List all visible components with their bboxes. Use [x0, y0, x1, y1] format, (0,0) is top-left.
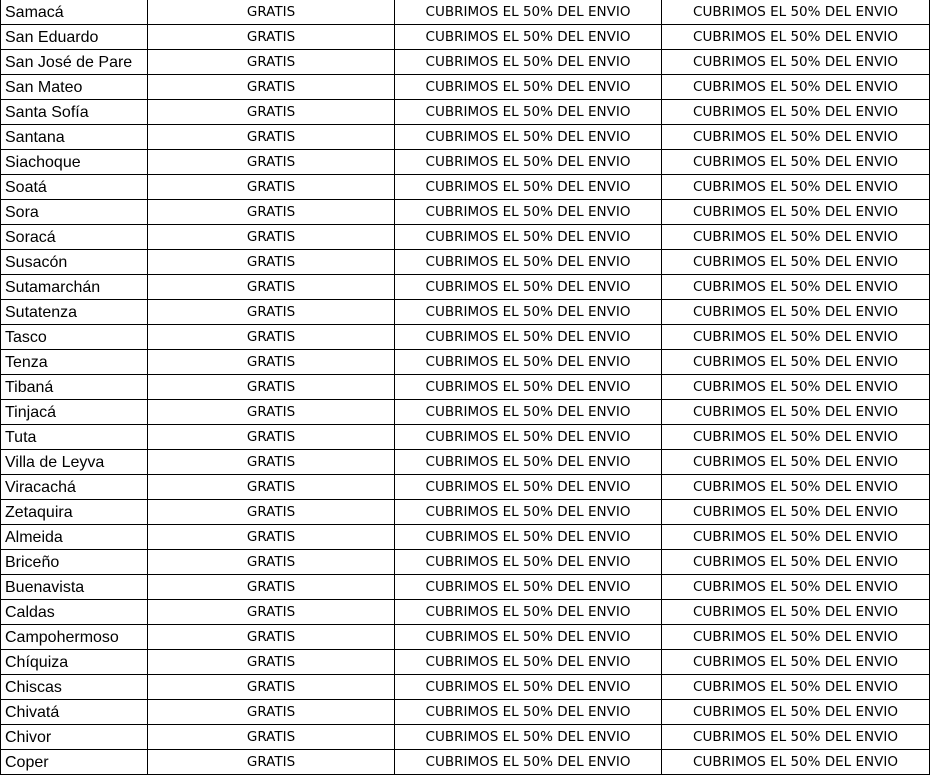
- shipping-cost-cell: GRATIS: [148, 100, 395, 125]
- shipping-coverage-cell-2: CUBRIMOS EL 50% DEL ENVIO: [662, 375, 930, 400]
- shipping-coverage-cell-2: CUBRIMOS EL 50% DEL ENVIO: [662, 475, 930, 500]
- municipality-cell: Briceño: [1, 550, 148, 575]
- shipping-cost-cell: GRATIS: [148, 50, 395, 75]
- shipping-cost-cell: GRATIS: [148, 625, 395, 650]
- shipping-coverage-cell: CUBRIMOS EL 50% DEL ENVIO: [395, 100, 662, 125]
- table-row: [1, 375, 930, 400]
- shipping-coverage-cell-2: CUBRIMOS EL 50% DEL ENVIO: [662, 675, 930, 700]
- table-row: [1, 575, 930, 600]
- municipality-cell: Tuta: [1, 425, 148, 450]
- municipality-cell: Santana: [1, 125, 148, 150]
- shipping-cost-cell: GRATIS: [148, 225, 395, 250]
- municipality-cell: Almeida: [1, 525, 148, 550]
- table-row: [1, 300, 930, 325]
- table-row: [1, 750, 930, 775]
- municipality-cell: Caldas: [1, 600, 148, 625]
- shipping-coverage-cell-2: CUBRIMOS EL 50% DEL ENVIO: [662, 125, 930, 150]
- shipping-coverage-cell-2: CUBRIMOS EL 50% DEL ENVIO: [662, 275, 930, 300]
- shipping-coverage-cell: CUBRIMOS EL 50% DEL ENVIO: [395, 575, 662, 600]
- municipality-cell: Samacá: [1, 0, 148, 25]
- table-row: [1, 550, 930, 575]
- table-row: [1, 75, 930, 100]
- table-body: [1, 0, 930, 775]
- shipping-coverage-cell: CUBRIMOS EL 50% DEL ENVIO: [395, 600, 662, 625]
- municipality-cell: Campohermoso: [1, 625, 148, 650]
- shipping-cost-cell: GRATIS: [148, 700, 395, 725]
- shipping-coverage-cell: CUBRIMOS EL 50% DEL ENVIO: [395, 400, 662, 425]
- shipping-coverage-cell: CUBRIMOS EL 50% DEL ENVIO: [395, 675, 662, 700]
- shipping-cost-cell: GRATIS: [148, 75, 395, 100]
- shipping-cost-cell: GRATIS: [148, 25, 395, 50]
- shipping-coverage-cell: CUBRIMOS EL 50% DEL ENVIO: [395, 625, 662, 650]
- shipping-coverage-cell: CUBRIMOS EL 50% DEL ENVIO: [395, 725, 662, 750]
- shipping-coverage-cell-2: CUBRIMOS EL 50% DEL ENVIO: [662, 600, 930, 625]
- municipality-cell: Tinjacá: [1, 400, 148, 425]
- shipping-cost-cell: GRATIS: [148, 375, 395, 400]
- table-row: [1, 200, 930, 225]
- shipping-coverage-cell-2: CUBRIMOS EL 50% DEL ENVIO: [662, 750, 930, 775]
- table-row: [1, 125, 930, 150]
- shipping-cost-cell: GRATIS: [148, 400, 395, 425]
- shipping-cost-cell: GRATIS: [148, 750, 395, 775]
- table-row: [1, 150, 930, 175]
- shipping-coverage-cell: CUBRIMOS EL 50% DEL ENVIO: [395, 125, 662, 150]
- shipping-cost-cell: GRATIS: [148, 325, 395, 350]
- table-row: [1, 525, 930, 550]
- table-row: [1, 325, 930, 350]
- shipping-cost-cell: GRATIS: [148, 525, 395, 550]
- table-row: [1, 450, 930, 475]
- shipping-cost-cell: GRATIS: [148, 150, 395, 175]
- shipping-coverage-cell-2: CUBRIMOS EL 50% DEL ENVIO: [662, 400, 930, 425]
- shipping-cost-cell: GRATIS: [148, 275, 395, 300]
- shipping-coverage-cell: CUBRIMOS EL 50% DEL ENVIO: [395, 325, 662, 350]
- shipping-coverage-cell-2: CUBRIMOS EL 50% DEL ENVIO: [662, 250, 930, 275]
- table-row: [1, 650, 930, 675]
- table-row: [1, 350, 930, 375]
- municipality-cell: Sutamarchán: [1, 275, 148, 300]
- shipping-cost-cell: GRATIS: [148, 450, 395, 475]
- shipping-coverage-cell: CUBRIMOS EL 50% DEL ENVIO: [395, 150, 662, 175]
- table-row: [1, 500, 930, 525]
- shipping-cost-cell: GRATIS: [148, 125, 395, 150]
- shipping-coverage-cell: CUBRIMOS EL 50% DEL ENVIO: [395, 650, 662, 675]
- municipality-cell: Viracachá: [1, 475, 148, 500]
- shipping-coverage-cell: CUBRIMOS EL 50% DEL ENVIO: [395, 750, 662, 775]
- table-row: [1, 250, 930, 275]
- municipality-cell: Zetaquira: [1, 500, 148, 525]
- shipping-coverage-cell-2: CUBRIMOS EL 50% DEL ENVIO: [662, 175, 930, 200]
- shipping-cost-cell: GRATIS: [148, 550, 395, 575]
- shipping-coverage-cell-2: CUBRIMOS EL 50% DEL ENVIO: [662, 525, 930, 550]
- table-row: [1, 225, 930, 250]
- shipping-coverage-cell: CUBRIMOS EL 50% DEL ENVIO: [395, 350, 662, 375]
- table-row: [1, 600, 930, 625]
- shipping-coverage-cell: CUBRIMOS EL 50% DEL ENVIO: [395, 450, 662, 475]
- shipping-coverage-cell-2: CUBRIMOS EL 50% DEL ENVIO: [662, 325, 930, 350]
- shipping-coverage-cell: CUBRIMOS EL 50% DEL ENVIO: [395, 500, 662, 525]
- shipping-coverage-cell-2: CUBRIMOS EL 50% DEL ENVIO: [662, 725, 930, 750]
- shipping-coverage-cell-2: CUBRIMOS EL 50% DEL ENVIO: [662, 550, 930, 575]
- shipping-cost-cell: GRATIS: [148, 250, 395, 275]
- municipality-cell: San Mateo: [1, 75, 148, 100]
- shipping-coverage-cell-2: CUBRIMOS EL 50% DEL ENVIO: [662, 450, 930, 475]
- shipping-cost-cell: GRATIS: [148, 600, 395, 625]
- municipality-cell: Santa Sofía: [1, 100, 148, 125]
- shipping-coverage-cell-2: CUBRIMOS EL 50% DEL ENVIO: [662, 425, 930, 450]
- shipping-coverage-cell: CUBRIMOS EL 50% DEL ENVIO: [395, 50, 662, 75]
- shipping-coverage-cell: CUBRIMOS EL 50% DEL ENVIO: [395, 525, 662, 550]
- shipping-coverage-cell: CUBRIMOS EL 50% DEL ENVIO: [395, 700, 662, 725]
- shipping-coverage-cell-2: CUBRIMOS EL 50% DEL ENVIO: [662, 225, 930, 250]
- table-row: [1, 25, 930, 50]
- shipping-coverage-cell-2: CUBRIMOS EL 50% DEL ENVIO: [662, 625, 930, 650]
- shipping-coverage-cell-2: CUBRIMOS EL 50% DEL ENVIO: [662, 350, 930, 375]
- shipping-coverage-cell-2: CUBRIMOS EL 50% DEL ENVIO: [662, 700, 930, 725]
- shipping-coverage-cell: CUBRIMOS EL 50% DEL ENVIO: [395, 200, 662, 225]
- table-row: [1, 700, 930, 725]
- shipping-cost-cell: GRATIS: [148, 350, 395, 375]
- municipality-cell: Buenavista: [1, 575, 148, 600]
- table-row: [1, 175, 930, 200]
- shipping-coverage-cell: CUBRIMOS EL 50% DEL ENVIO: [395, 250, 662, 275]
- municipality-cell: Sora: [1, 200, 148, 225]
- shipping-cost-cell: GRATIS: [148, 200, 395, 225]
- municipality-cell: San Eduardo: [1, 25, 148, 50]
- municipality-cell: Chivatá: [1, 700, 148, 725]
- shipping-coverage-cell: CUBRIMOS EL 50% DEL ENVIO: [395, 225, 662, 250]
- municipality-cell: Soatá: [1, 175, 148, 200]
- shipping-coverage-cell: CUBRIMOS EL 50% DEL ENVIO: [395, 300, 662, 325]
- shipping-coverage-cell-2: CUBRIMOS EL 50% DEL ENVIO: [662, 75, 930, 100]
- shipping-coverage-cell: CUBRIMOS EL 50% DEL ENVIO: [395, 375, 662, 400]
- shipping-coverage-cell-2: CUBRIMOS EL 50% DEL ENVIO: [662, 150, 930, 175]
- municipality-cell: Chiscas: [1, 675, 148, 700]
- municipality-cell: Sutatenza: [1, 300, 148, 325]
- shipping-coverage-cell: CUBRIMOS EL 50% DEL ENVIO: [395, 25, 662, 50]
- shipping-coverage-cell-2: CUBRIMOS EL 50% DEL ENVIO: [662, 575, 930, 600]
- municipality-cell: Coper: [1, 750, 148, 775]
- shipping-cost-cell: GRATIS: [148, 725, 395, 750]
- shipping-cost-cell: GRATIS: [148, 675, 395, 700]
- shipping-coverage-cell: CUBRIMOS EL 50% DEL ENVIO: [395, 0, 662, 25]
- municipality-cell: Villa de Leyva: [1, 450, 148, 475]
- shipping-coverage-cell-2: CUBRIMOS EL 50% DEL ENVIO: [662, 300, 930, 325]
- municipality-cell: Tibaná: [1, 375, 148, 400]
- shipping-coverage-cell-2: CUBRIMOS EL 50% DEL ENVIO: [662, 25, 930, 50]
- municipality-cell: Tenza: [1, 350, 148, 375]
- shipping-coverage-cell: CUBRIMOS EL 50% DEL ENVIO: [395, 550, 662, 575]
- shipping-cost-cell: GRATIS: [148, 575, 395, 600]
- table-row: [1, 475, 930, 500]
- table-row: [1, 275, 930, 300]
- shipping-coverage-cell: CUBRIMOS EL 50% DEL ENVIO: [395, 75, 662, 100]
- shipping-cost-cell: GRATIS: [148, 500, 395, 525]
- table-row: [1, 675, 930, 700]
- table-row: [1, 625, 930, 650]
- table-row: [1, 50, 930, 75]
- municipality-cell: Siachoque: [1, 150, 148, 175]
- table-row: [1, 725, 930, 750]
- table-row: [1, 425, 930, 450]
- shipping-cost-cell: GRATIS: [148, 475, 395, 500]
- shipping-coverage-cell-2: CUBRIMOS EL 50% DEL ENVIO: [662, 200, 930, 225]
- shipping-cost-cell: GRATIS: [148, 175, 395, 200]
- table-row: [1, 400, 930, 425]
- shipping-coverage-cell: CUBRIMOS EL 50% DEL ENVIO: [395, 425, 662, 450]
- shipping-coverage-cell-2: CUBRIMOS EL 50% DEL ENVIO: [662, 500, 930, 525]
- shipping-cost-cell: GRATIS: [148, 650, 395, 675]
- shipping-coverage-cell-2: CUBRIMOS EL 50% DEL ENVIO: [662, 650, 930, 675]
- shipping-coverage-cell: CUBRIMOS EL 50% DEL ENVIO: [395, 475, 662, 500]
- shipping-cost-cell: GRATIS: [148, 0, 395, 25]
- municipality-cell: Chíquiza: [1, 650, 148, 675]
- table-row: [1, 100, 930, 125]
- table-row: [1, 0, 930, 25]
- municipality-cell: Chivor: [1, 725, 148, 750]
- shipping-cost-cell: GRATIS: [148, 425, 395, 450]
- municipality-cell: San José de Pare: [1, 50, 148, 75]
- shipping-coverage-cell-2: CUBRIMOS EL 50% DEL ENVIO: [662, 100, 930, 125]
- shipping-coverage-cell-2: CUBRIMOS EL 50% DEL ENVIO: [662, 0, 930, 25]
- shipping-coverage-cell-2: CUBRIMOS EL 50% DEL ENVIO: [662, 50, 930, 75]
- shipping-coverage-cell: CUBRIMOS EL 50% DEL ENVIO: [395, 275, 662, 300]
- municipality-cell: Tasco: [1, 325, 148, 350]
- municipality-cell: Susacón: [1, 250, 148, 275]
- municipality-cell: Soracá: [1, 225, 148, 250]
- shipping-cost-cell: GRATIS: [148, 300, 395, 325]
- shipping-coverage-cell: CUBRIMOS EL 50% DEL ENVIO: [395, 175, 662, 200]
